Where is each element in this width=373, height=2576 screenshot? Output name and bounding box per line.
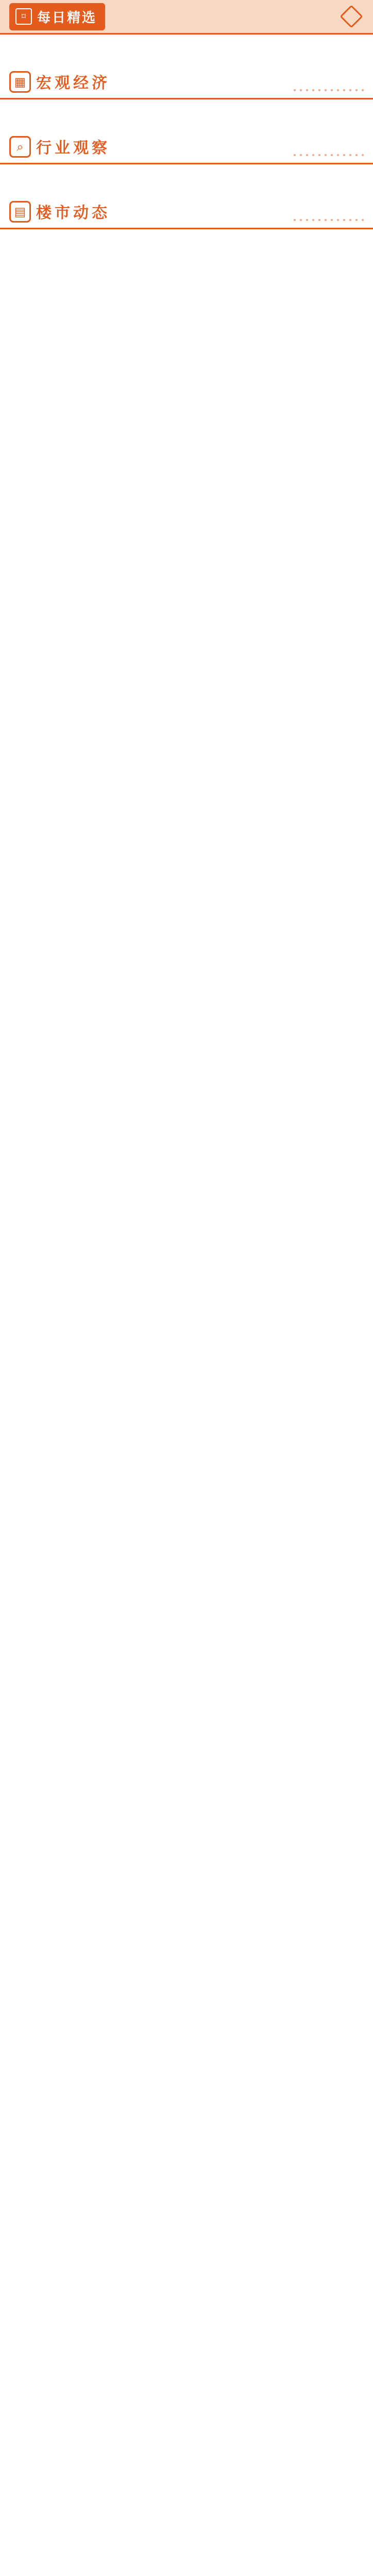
dashboard-icon: ▦ [9,71,31,93]
spacer [0,179,373,191]
industry-content [0,164,373,179]
bookmark-icon: ⌑ [15,8,32,25]
spacer [0,114,373,126]
spacer [0,49,373,61]
macro-content [0,99,373,114]
daily-picks-title: 每日精选 [37,10,97,26]
industry-header [0,126,373,164]
ornament [292,217,364,223]
ornament [292,88,364,93]
magnifier-icon: ⌕ [9,136,31,158]
ornament [292,152,364,158]
macro-title: 宏观经济 [36,74,110,92]
daily-picks-content [0,35,373,49]
property-content [0,229,373,244]
spacer [0,244,373,256]
industry-title: 行业观察 [36,139,110,157]
daily-picks-badge [9,3,105,30]
building-icon: ▤ [9,201,31,223]
macro-header [0,61,373,99]
newsletter-page [0,0,373,256]
property-header [0,191,373,229]
diamond-icon [340,5,363,28]
daily-picks-header [0,0,373,35]
property-title: 楼市动态 [36,204,110,222]
